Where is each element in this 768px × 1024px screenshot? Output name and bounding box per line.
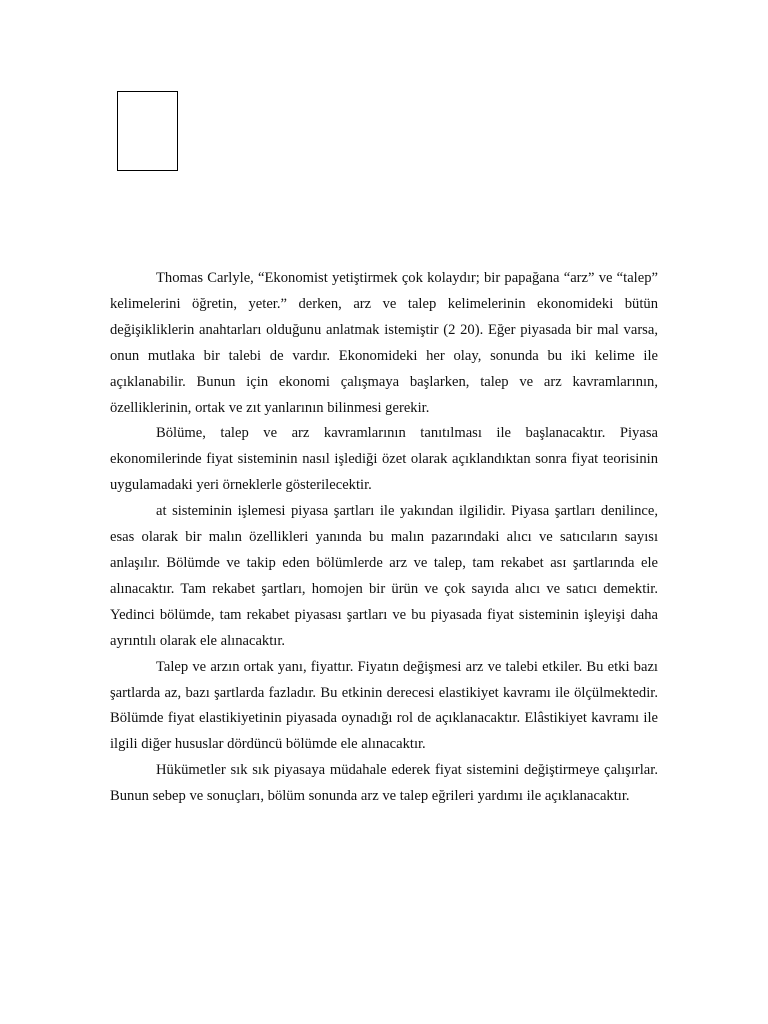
paragraph-chapter-overview: Bölüme, talep ve arz kavramlarının tanıtılması ile başlanacaktır. Piyasa ekonomilerinde fiyat sisteminin nasıl işlediği özet olarak açıklandıktan sonra fiyat teorisinin uygulamadaki yeri örneklerle gösterilecektir. (110, 425, 658, 494)
paragraph-government-intervention: Hükümetler sık sık piyasaya müdahale ederek fiyat sistemini değiştirmeye çalışırlar. Bunun sebep ve sonuçları, bölüm sonunda arz ve talep eğrileri yardımı ile açıklanacaktır. (110, 762, 658, 805)
paragraph-intro: Thomas Carlyle, “Ekonomist yetiştirmek çok kolaydır; bir papağana “arz” ve “talep” kelimelerini öğretin, yeter.” derken, arz ve talep kelimelerinin ekonomideki bütün değişikliklerin anahtarları olduğunu anlatmak istemiştir (2 20). Eğer piyasada bir mal varsa, onun mutlaka bir talebi de vardır. Ekonomideki her olay, sonunda bu iki kelime ile açıklanabilir. Bunun için ekonomi çalışmaya başlarken, talep ve arz kavramlarının, özelliklerinin, ortak ve zıt yanlarının bilinmesi gerekir. (110, 270, 658, 416)
image-placeholder-frame (117, 91, 178, 171)
paragraph-elasticity: Talep ve arzın ortak yanı, fiyattır. Fiyatın değişmesi arz ve talebi etkiler. Bu etki bazı şartlarda az, bazı şartlarda fazladır. Bu etkinin derecesi elastikiyet kavramı ile ölçülmektedir. Bölümde fiyat elastikiyetinin piyasada oynadığı rol de açıklanacaktır. Elâstikiyet kavramı ile ilgili diğer hususlar dördüncü bölümde ele alınacaktır. (110, 658, 658, 753)
paragraph-market-conditions: at sisteminin işlemesi piyasa şartları ile yakından ilgilidir. Piyasa şartları denilince, esas olarak bir malın özellikleri yanında bu malın pazarındaki alıcı ve satıcıların sayısı anlaşılır. Bölümde ve takip eden bölümlerde arz ve talep, tam rekabet asɪ şartlarında ele alınacaktır. Tam rekabet şartları, homojen bir ürün ve çok sayıda alıcı ve satıcı demektir. Yedinci bölümde, tam rekabet piyasası şartları ve bu piyasada fiyat sisteminin işleyişi daha ayrıntılı olarak ele alınacaktır. (110, 503, 658, 649)
body-text (110, 266, 658, 810)
